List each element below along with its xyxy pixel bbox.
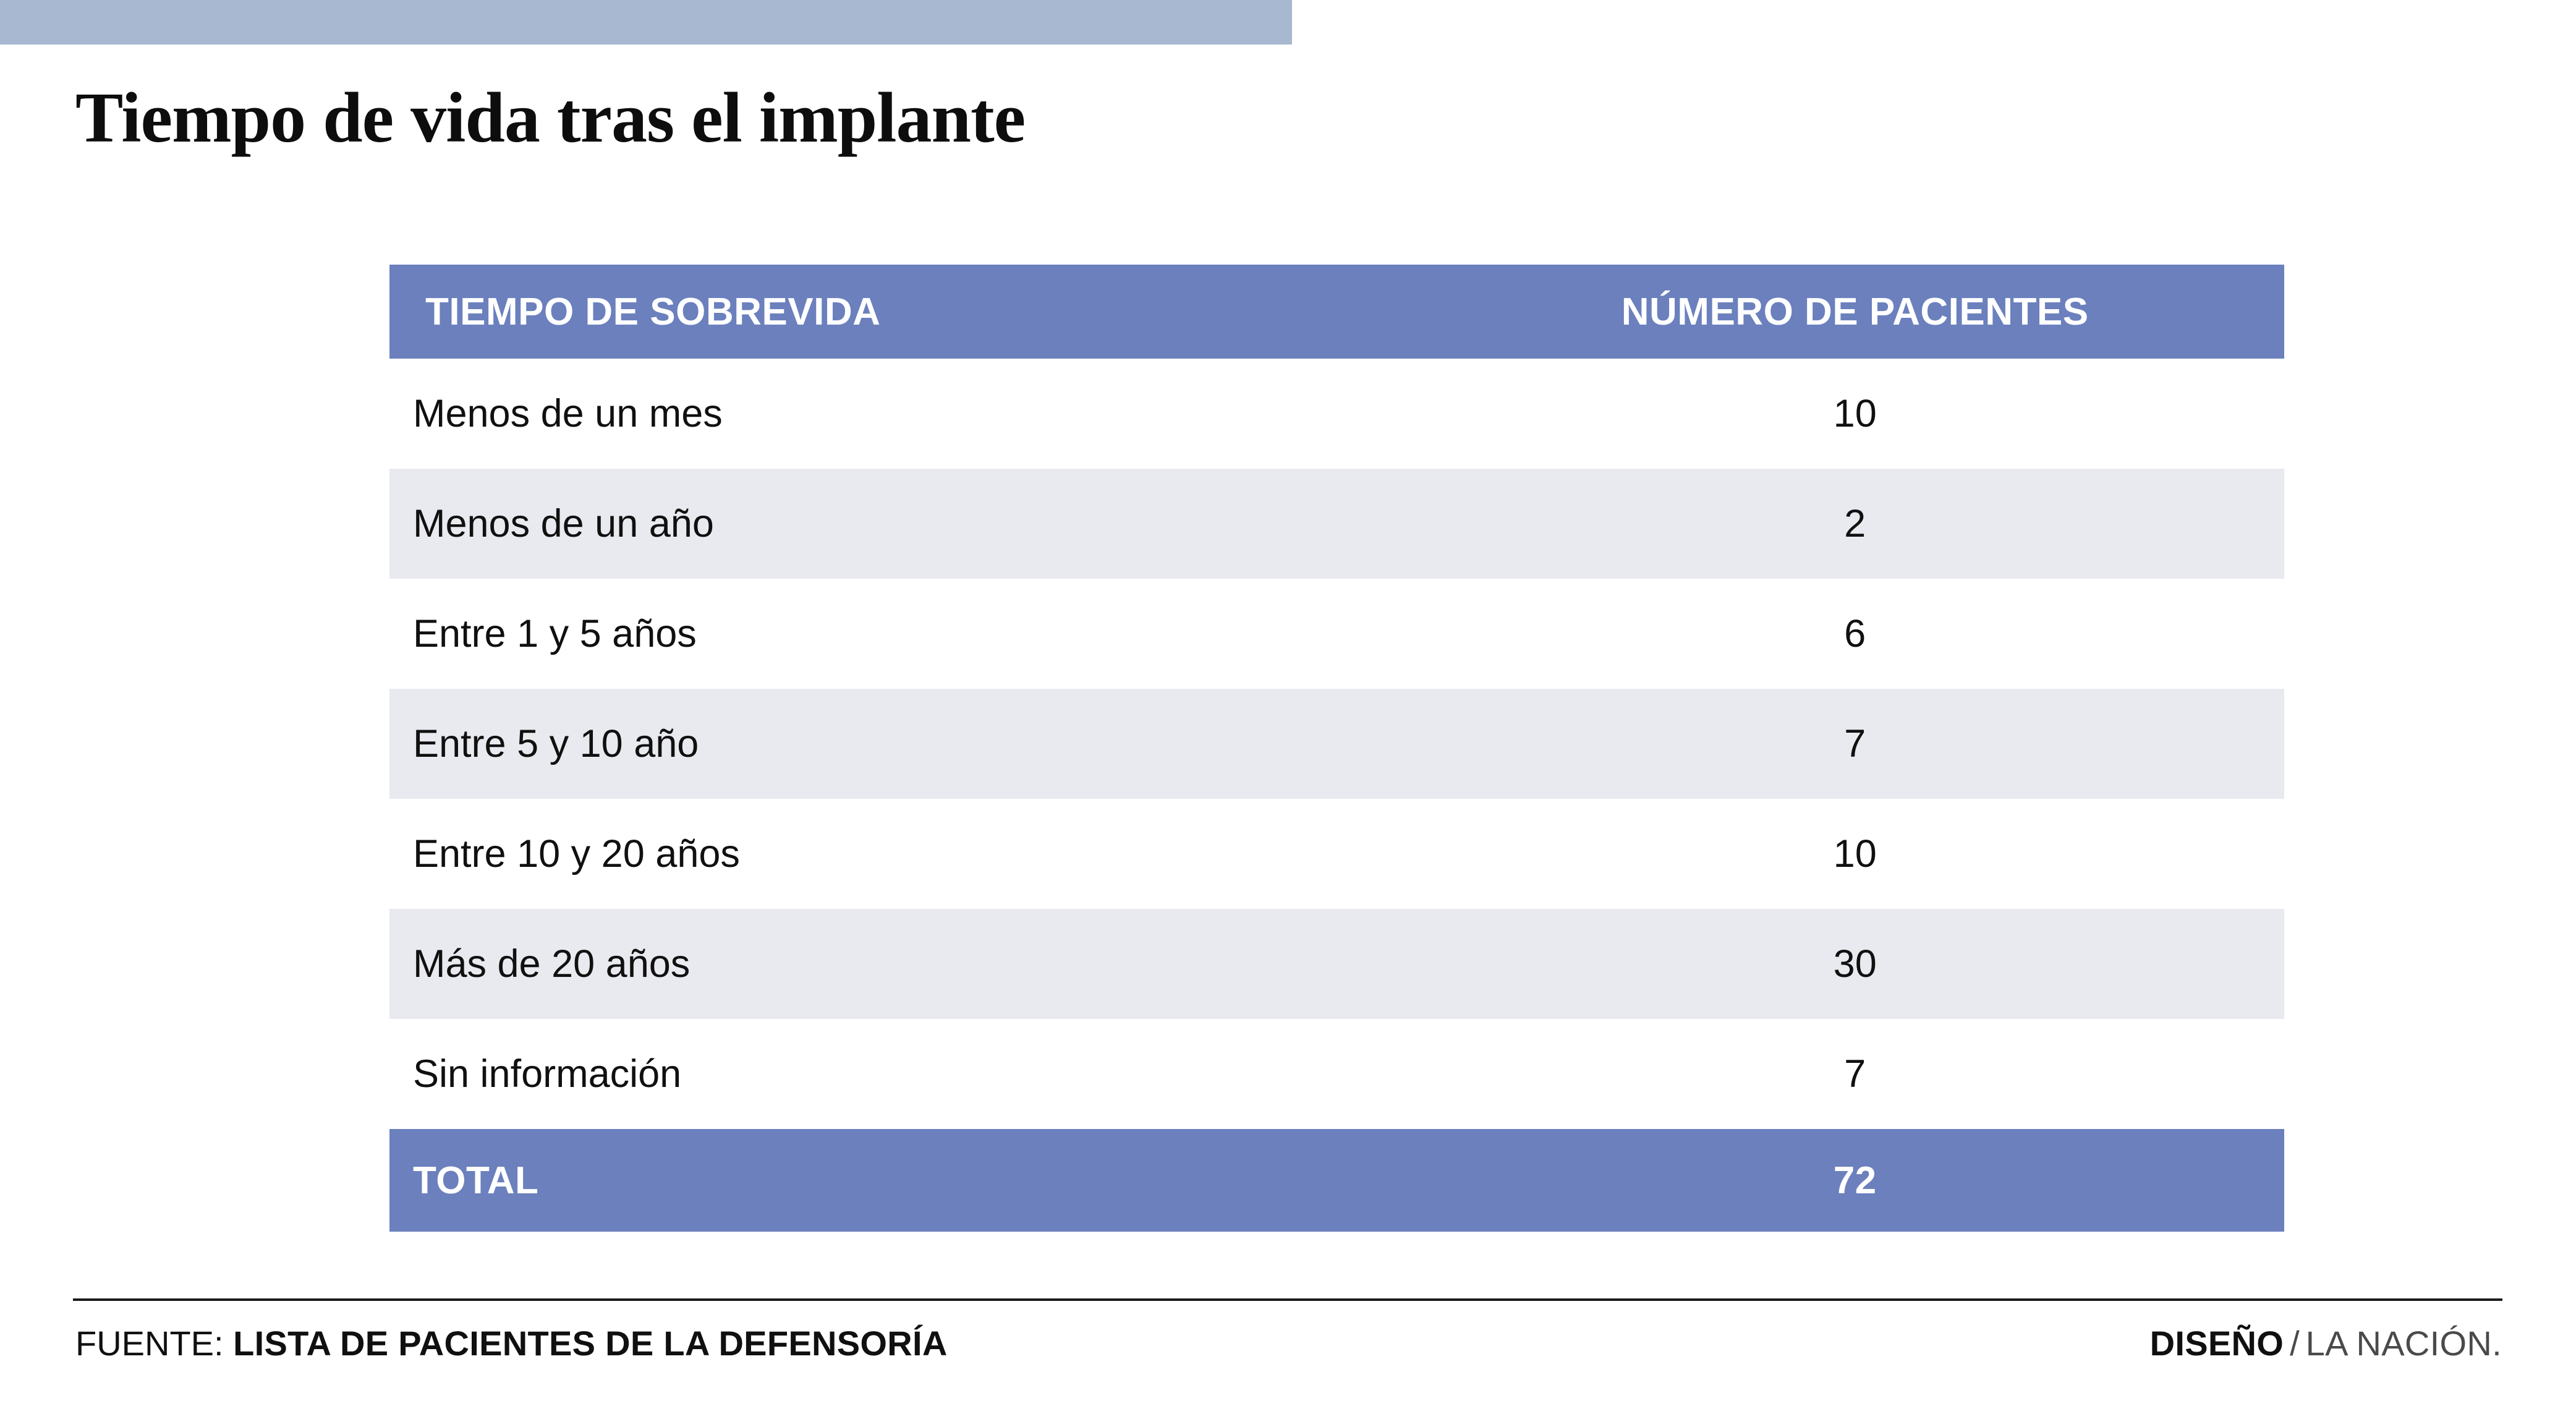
survival-time-table [389, 265, 2284, 1232]
total-label: TOTAL [389, 1129, 1450, 1232]
table-row [389, 689, 2284, 799]
row-label: Entre 1 y 5 años [389, 579, 1450, 689]
column-header-patient-count: NÚMERO DE PACIENTES [1450, 265, 2284, 359]
table-body [389, 359, 2284, 1129]
credit-note [2150, 1323, 2502, 1363]
credit-separator: / [2290, 1324, 2300, 1363]
data-table-container [389, 265, 2284, 1232]
row-value: 2 [1450, 469, 2284, 579]
row-label: Entre 10 y 20 años [389, 799, 1450, 909]
source-note [75, 1323, 948, 1363]
table-total-row [389, 1129, 2284, 1232]
table-header-row [389, 265, 2284, 359]
total-value: 72 [1450, 1129, 2284, 1232]
row-value: 6 [1450, 579, 2284, 689]
row-value: 10 [1450, 359, 2284, 469]
table-row [389, 469, 2284, 579]
row-label: Menos de un año [389, 469, 1450, 579]
table-row [389, 359, 2284, 469]
row-value: 10 [1450, 799, 2284, 909]
row-label: Entre 5 y 10 año [389, 689, 1450, 799]
row-label: Menos de un mes [389, 359, 1450, 469]
row-label: Sin información [389, 1019, 1450, 1129]
footer-divider [73, 1298, 2502, 1301]
table-row [389, 1019, 2284, 1129]
row-label: Más de 20 años [389, 909, 1450, 1019]
credit-brand: DISEÑO [2149, 1324, 2284, 1363]
column-header-survival-time: TIEMPO DE SOBREVIDA [389, 265, 1450, 359]
table-row [389, 909, 2284, 1019]
page-title: Tiempo de vida tras el implante [75, 79, 1026, 158]
source-value: LISTA DE PACIENTES DE LA DEFENSORÍA [233, 1324, 948, 1363]
table-footer [389, 1129, 2284, 1232]
table-row [389, 799, 2284, 909]
row-value: 7 [1450, 689, 2284, 799]
credit-outlet: LA NACIÓN. [2305, 1324, 2502, 1363]
row-value: 7 [1450, 1019, 2284, 1129]
row-value: 30 [1450, 909, 2284, 1019]
source-label: FUENTE: [75, 1324, 224, 1363]
decorative-top-bar [0, 0, 1292, 45]
table-row [389, 579, 2284, 689]
table-header [389, 265, 2284, 359]
